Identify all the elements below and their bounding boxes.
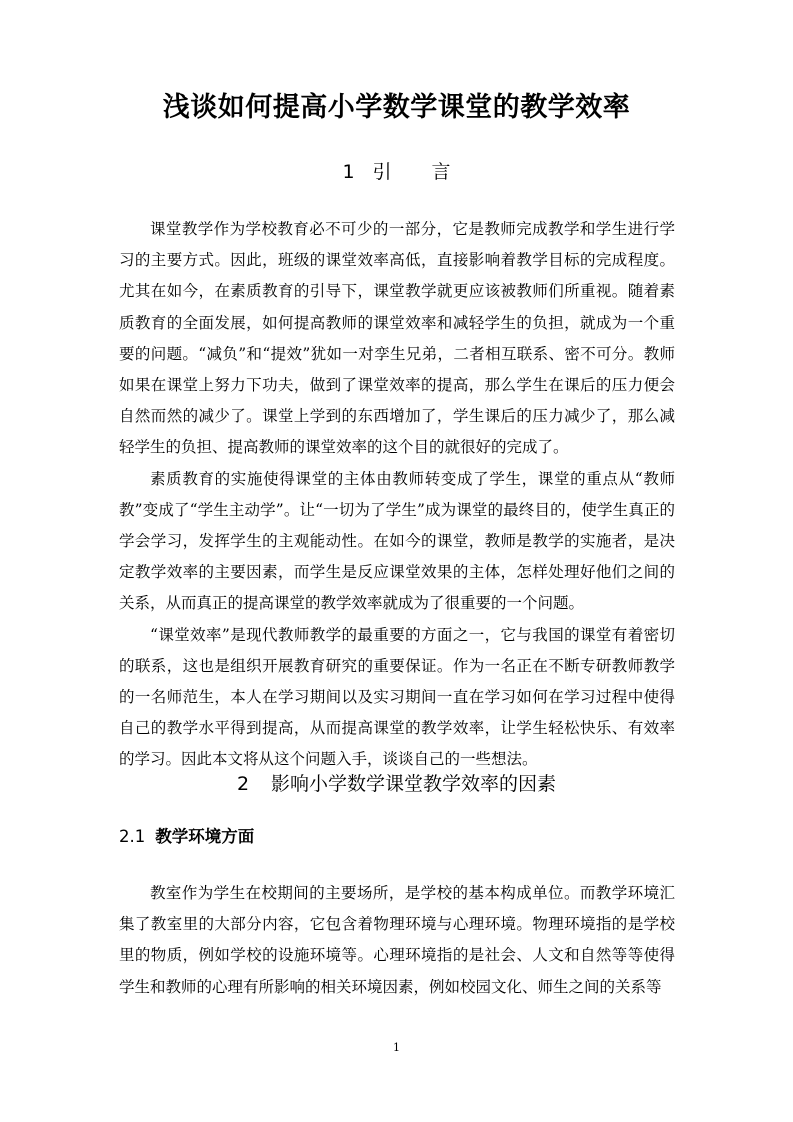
- paragraph: 教室作为学生在校期间的主要场所，是学校的基本构成单位。而教学环境汇集了教室里的大部分内容，它包含着物理环境与心理环境。物理环境指的是学校里的物质，例如学校的设施环境等。心理环境指的是社会、人文和自然等等使得学生和教师的心理有所影响的相关环境因素，例如校园文化、师生之间的关系等: [119, 884, 675, 996]
- paragraph: “课堂效率”是现代教师教学的最重要的方面之一，它与我国的课堂有着密切的联系，这也是组织开展教育研究的重要保证。作为一名正在不断专研教师教学的一名师范生，本人在学习期间以及实习期间一直在学习如何在学习过程中使得自己的教学水平得到提高，从而提高课堂的教学效率，让学生轻松快乐、有效率的学习。因此本文将从这个问题入手，谈谈自己的一些想法。: [119, 625, 675, 769]
- page-number: 1: [393, 1041, 400, 1054]
- teaching-environment-body: [119, 878, 675, 1003]
- introduction-body: [119, 214, 675, 776]
- paragraph: 素质教育的实施使得课堂的主体由教师转变成了学生，课堂的重点从“教师教”变成了“学生主动学”。让“一切为了学生”成为课堂的最终目的，使学生真正的学会学习，发挥学生的主观能动性。在如今的课堂，教师是教学的实施者，是决定教学效率的主要因素，而学生是反应课堂效果的主体，怎样处理好他们之间的关系，从而真正的提高课堂的教学效率就成为了很重要的一个问题。: [119, 469, 675, 613]
- section-title-part: 言: [431, 161, 451, 183]
- section-heading-introduction: [0, 158, 793, 186]
- subsection-heading-teaching-environment: [119, 824, 254, 850]
- section-title: 影响小学数学课堂教学效率的因素: [271, 773, 557, 795]
- paragraph: 课堂教学作为学校教育必不可少的一部分，它是教师完成教学和学生进行学习的主要方式。因此，班级的课堂效率高低，直接影响着教学目标的完成程度。尤其在如今，在素质教育的引导下，课堂教学就更应该被教师们所重视。随着素质教育的全面发展，如何提高教师的课堂效率和减轻学生的负担，就成为一个重要的问题。“减负”和“提效”犹如一对孪生兄弟，二者相互联系、密不可分。教师如果在课堂上努力下功夫，做到了课堂效率的提高，那么学生在课后的压力便会自然而然的减少了。课堂上学到的东西增加了，学生课后的压力减少了，那么减轻学生的负担、提高教师的课堂效率的这个目的就很好的完成了。: [119, 220, 675, 457]
- section-heading-factors: [0, 770, 793, 798]
- document-title: 浅谈如何提高小学数学课堂的教学效率: [162, 92, 631, 123]
- section-number: 2: [236, 773, 250, 795]
- section-number: 1: [342, 161, 355, 183]
- subsection-title: 教学环境方面: [155, 827, 255, 846]
- section-title-part: 引: [372, 161, 392, 183]
- subsection-number: 2.1: [119, 827, 146, 846]
